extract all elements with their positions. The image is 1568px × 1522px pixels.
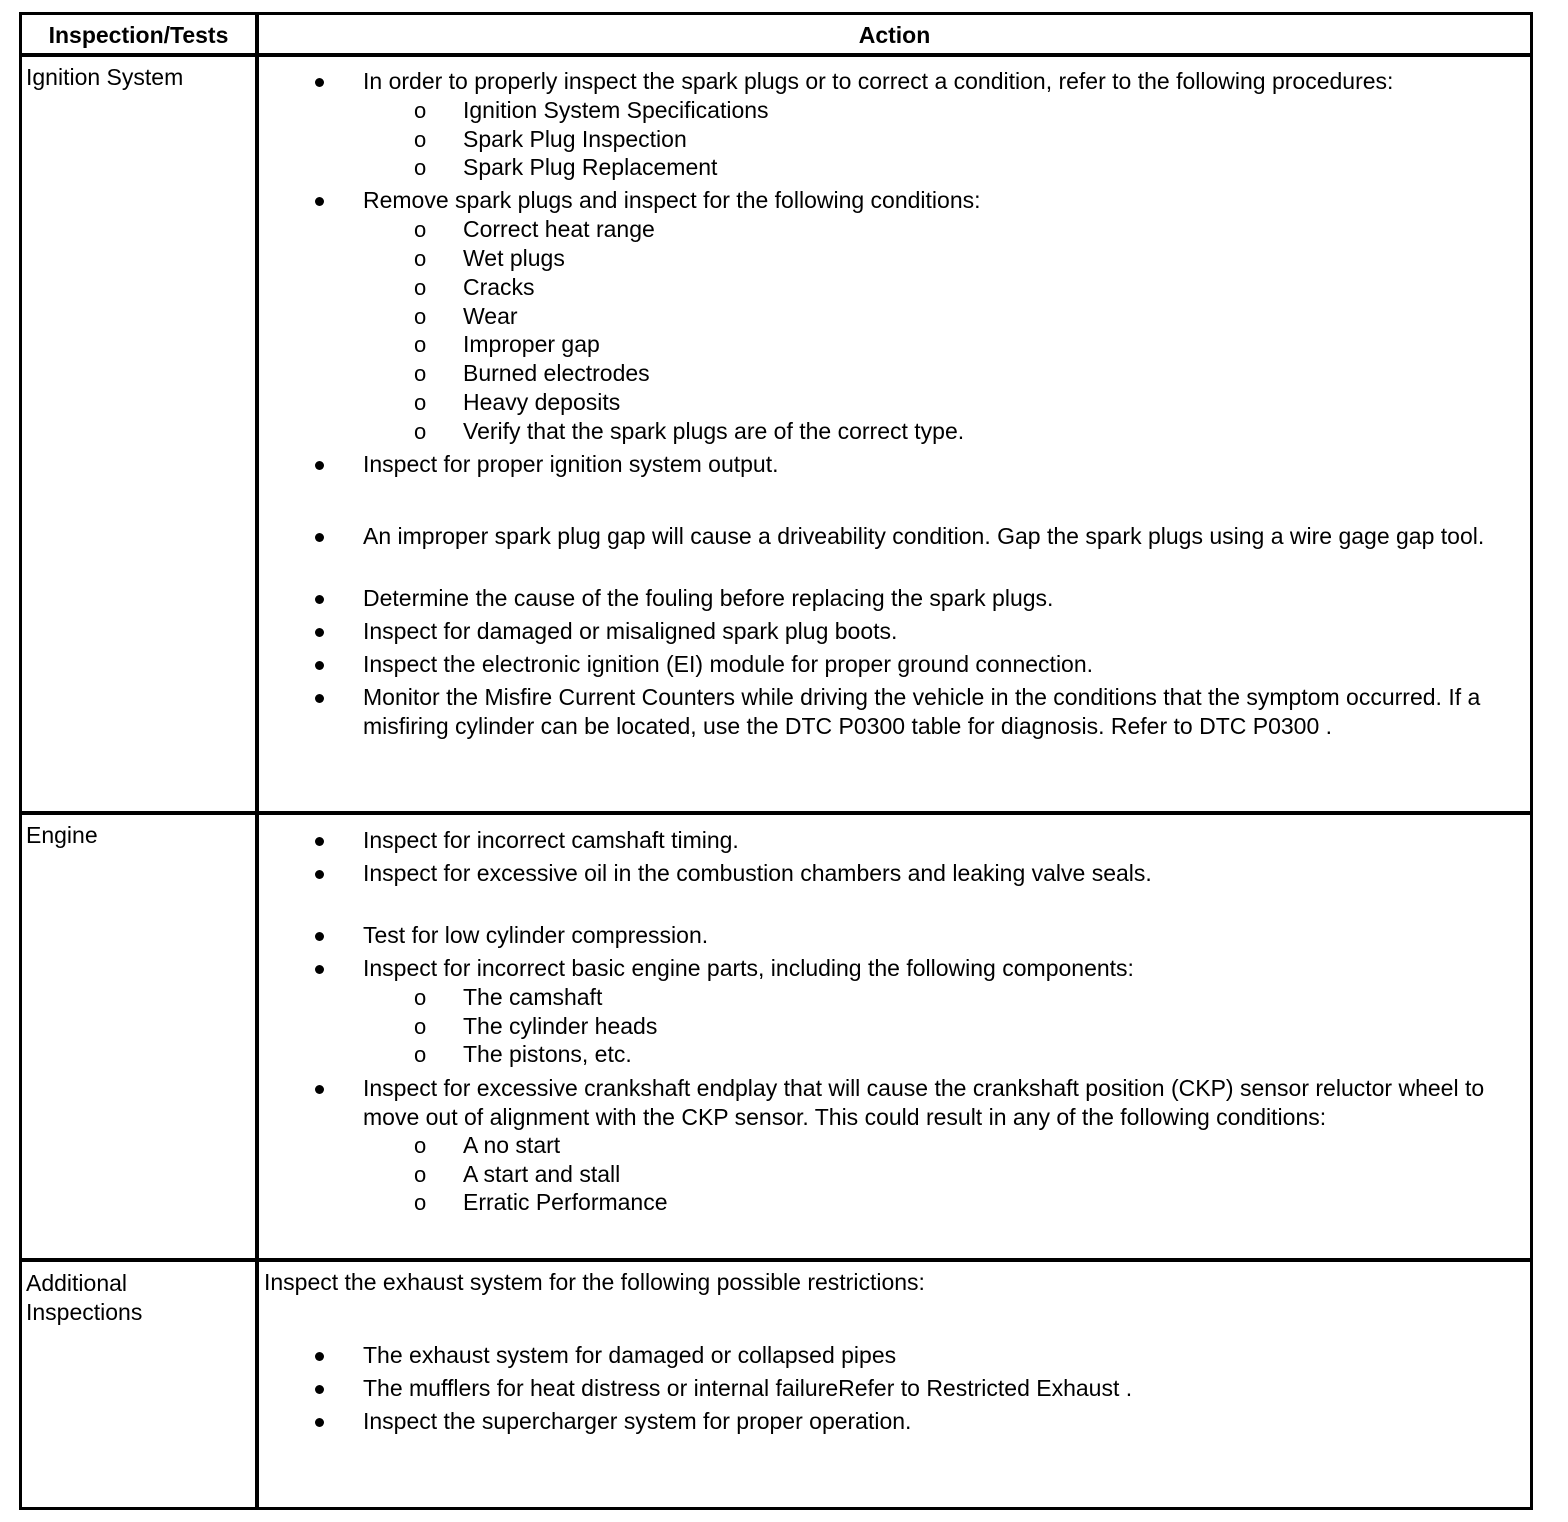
bullet-icon [315, 932, 324, 941]
list-item: Inspect the electronic ignition (EI) module for proper ground connection. [363, 651, 1094, 677]
sub-list-item: Verify that the spark plugs are of the correct type. [463, 418, 965, 444]
header-action: Action [858, 22, 931, 48]
sub-bullet-icon: o [414, 390, 427, 415]
bullet-icon [315, 661, 324, 670]
list-item: Determine the cause of the fouling before replacing the spark plugs. [363, 585, 1054, 611]
list-item: Inspect the supercharger system for proper operation. [363, 1408, 912, 1434]
sub-bullet-icon: o [414, 1014, 427, 1039]
list-item: Inspect for damaged or misaligned spark plug boots. [363, 618, 898, 644]
sub-bullet-icon: o [414, 1190, 427, 1215]
sub-bullet-icon: o [414, 155, 427, 180]
list-item: An improper spark plug gap will cause a driveability condition. Gap the spark plugs using a wire gage gap tool. [363, 523, 1485, 549]
list-item: The mufflers for heat distress or internal failureRefer to Restricted Exhaust . [363, 1375, 1133, 1401]
additional-intro: Inspect the exhaust system for the following possible restrictions: [264, 1269, 925, 1295]
sub-bullet-icon: o [414, 304, 427, 329]
list-item: Inspect for incorrect camshaft timing. [363, 827, 739, 853]
sub-list-item: Spark Plug Replacement [463, 154, 718, 180]
row-divider-2 [19, 1258, 1533, 1262]
bullet-icon [315, 1352, 324, 1361]
bullet-icon [315, 197, 324, 206]
sub-bullet-icon: o [414, 985, 427, 1010]
sub-list-item: The pistons, etc. [463, 1041, 632, 1067]
sub-bullet-icon: o [414, 275, 427, 300]
sub-list-item: Wear [463, 303, 518, 329]
sub-bullet-icon: o [414, 127, 427, 152]
sub-list-item: Erratic Performance [463, 1189, 668, 1215]
sub-list-item: Wet plugs [463, 245, 565, 271]
bullet-icon [315, 78, 324, 87]
header-inspection-tests: Inspection/Tests [48, 22, 229, 48]
category-engine: Engine [26, 822, 98, 848]
category-ignition-system: Ignition System [26, 64, 184, 90]
sub-bullet-icon: o [414, 217, 427, 242]
list-item: Inspect for excessive crankshaft endplay that will cause the crankshaft position (CKP) sensor reluctor wheel to move out of alignment with the CKP sensor. This could result in any of the following conditions: [363, 1075, 1485, 1130]
list-item: Inspect for excessive oil in the combustion chambers and leaking valve seals. [363, 860, 1152, 886]
bullet-icon [315, 461, 324, 470]
sub-list-item: A no start [463, 1132, 561, 1158]
bullet-icon [315, 628, 324, 637]
bullet-icon [315, 1385, 324, 1394]
sub-list-item: A start and stall [463, 1161, 621, 1187]
sub-bullet-icon: o [414, 1133, 427, 1158]
sub-bullet-icon: o [414, 1162, 427, 1187]
header-divider [19, 53, 1533, 57]
sub-bullet-icon: o [414, 246, 427, 271]
bullet-icon [315, 837, 324, 846]
category-additional-inspections: Additional Inspections [26, 1270, 143, 1325]
sub-list-item: Correct heat range [463, 216, 655, 242]
list-item: Inspect for proper ignition system output. [363, 451, 779, 477]
sub-bullet-icon: o [414, 98, 427, 123]
sub-list-item: The cylinder heads [463, 1013, 658, 1039]
list-item: In order to properly inspect the spark plugs or to correct a condition, refer to the following procedures: [363, 68, 1394, 94]
sub-list-item: Heavy deposits [463, 389, 621, 415]
bullet-icon [315, 595, 324, 604]
sub-bullet-icon: o [414, 419, 427, 444]
row-divider-1 [19, 811, 1533, 815]
bullet-icon [315, 533, 324, 542]
bullet-icon [315, 870, 324, 879]
sub-list-item: Spark Plug Inspection [463, 126, 687, 152]
list-item: The exhaust system for damaged or collapsed pipes [363, 1342, 897, 1368]
sub-bullet-icon: o [414, 332, 427, 357]
bullet-icon [315, 694, 324, 703]
bullet-icon [315, 1418, 324, 1427]
sub-list-item: Burned electrodes [463, 360, 650, 386]
list-item: Test for low cylinder compression. [363, 922, 709, 948]
sub-list-item: Improper gap [463, 331, 600, 357]
list-item: Monitor the Misfire Current Counters while driving the vehicle in the conditions that the symptom occurred. If a misfiring cylinder can be located, use the DTC P0300 table for diagnosis. Refer to DTC P0300 . [363, 684, 1481, 739]
list-item: Remove spark plugs and inspect for the following conditions: [363, 187, 981, 213]
bullet-icon [315, 965, 324, 974]
list-item: Inspect for incorrect basic engine parts, including the following components: [363, 955, 1134, 981]
sub-bullet-icon: o [414, 361, 427, 386]
sub-list-item: The camshaft [463, 984, 603, 1010]
bullet-icon [315, 1085, 324, 1094]
sub-list-item: Cracks [463, 274, 535, 300]
sub-list-item: Ignition System Specifications [463, 97, 769, 123]
column-divider [255, 12, 259, 1510]
sub-bullet-icon: o [414, 1042, 427, 1067]
